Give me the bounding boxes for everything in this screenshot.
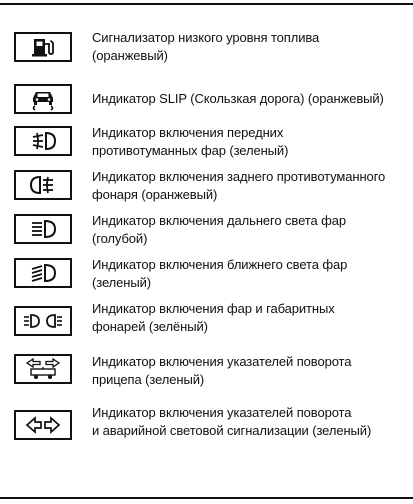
indicator-description: Индикатор включения ближнего света фар (зеленый) xyxy=(92,257,348,290)
bottom-rule xyxy=(0,497,413,499)
rear-fog-lamp-icon xyxy=(14,170,72,200)
trailer-turn-signal-icon xyxy=(14,354,72,384)
indicator-description: Индикатор включения передних противотуманных фар (зеленый) xyxy=(92,125,289,158)
side-lights-icon xyxy=(14,306,72,336)
indicator-description: Индикатор включения фар и габаритных фонарей (зелёный) xyxy=(92,301,335,334)
turn-signal-hazard-icon xyxy=(14,410,72,440)
indicator-description: Индикатор включения указателей поворота и аварийной световой сигнализации (зеленый) xyxy=(92,405,372,438)
top-rule xyxy=(0,3,413,5)
low-fuel-icon xyxy=(14,32,72,62)
indicator-description: Индикатор SLIP (Скользкая дорога) (оранжевый) xyxy=(92,91,384,106)
front-fog-lamp-icon xyxy=(14,126,72,156)
indicator-description: Сигнализатор низкого уровня топлива (оранжевый) xyxy=(92,30,320,63)
indicator-description: Индикатор включения дальнего света фар (голубой) xyxy=(92,213,346,246)
indicator-description: Индикатор включения указателей поворота прицепа (зеленый) xyxy=(92,354,352,387)
high-beam-icon xyxy=(14,214,72,244)
indicator-description: Индикатор включения заднего противотуманного фонаря (оранжевый) xyxy=(92,169,386,202)
slip-icon xyxy=(14,84,72,114)
low-beam-icon xyxy=(14,258,72,288)
